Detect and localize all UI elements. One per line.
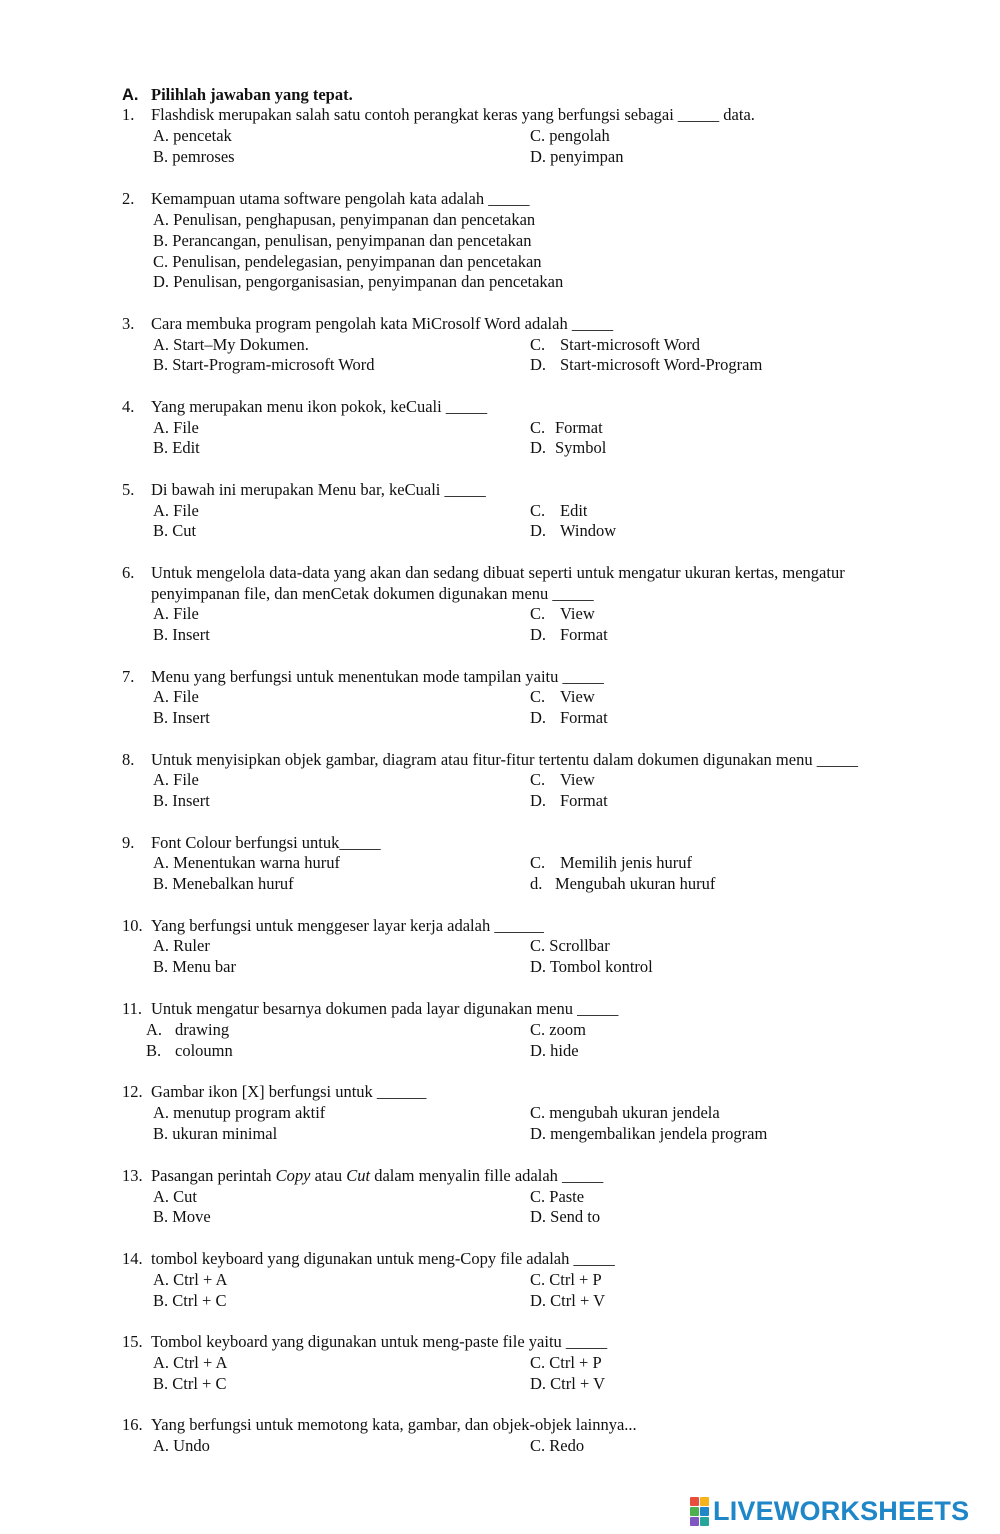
question-number: 14. — [122, 1249, 143, 1268]
option-c[interactable]: C. View — [530, 687, 595, 706]
question-number: 13. — [122, 1166, 143, 1185]
question-number: 3. — [122, 314, 135, 333]
option-b[interactable]: B. Menebalkan huruf — [153, 874, 294, 893]
option-b[interactable]: B. Perancangan, penulisan, penyimpanan dan pencetakan — [153, 231, 532, 250]
question-number: 11. — [122, 999, 143, 1018]
question-text: Di bawah ini merupakan Menu bar, keCuali _____ — [151, 480, 486, 499]
question-number: 1. — [122, 105, 135, 124]
question-number: 10. — [122, 916, 143, 935]
question-text: Yang berfungsi untuk menggeser layar kerja adalah ______ — [151, 916, 544, 935]
question-text: Kemampuan utama software pengolah kata adalah _____ — [151, 189, 530, 208]
liveworksheets-logo[interactable] — [690, 1496, 969, 1526]
option-a[interactable]: A. Menentukan warna huruf — [153, 853, 340, 872]
option-d[interactable]: d. Mengubah ukuran huruf — [530, 874, 716, 893]
option-a[interactable]: A. File — [153, 687, 199, 706]
question-number: 16. — [122, 1415, 143, 1434]
option-b[interactable]: B. Insert — [153, 791, 210, 810]
option-d[interactable]: D. Ctrl + V — [530, 1291, 606, 1310]
option-c[interactable]: C. Ctrl + P — [530, 1353, 602, 1372]
section-heading — [122, 84, 353, 106]
option-d[interactable]: D. Format — [530, 791, 608, 810]
logo-square — [690, 1517, 699, 1526]
option-c[interactable]: C. pengolah — [530, 126, 610, 145]
option-d[interactable]: D. Send to — [530, 1207, 601, 1226]
option-b[interactable]: B. Insert — [153, 708, 210, 727]
question-text: Yang merupakan menu ikon pokok, keCuali _____ — [151, 397, 488, 416]
option-a[interactable]: A. File — [153, 418, 199, 437]
option-b[interactable]: B. coloumn — [146, 1041, 233, 1060]
option-c[interactable]: C. Scrollbar — [530, 936, 610, 955]
option-b[interactable]: B. Menu bar — [153, 957, 236, 976]
option-c[interactable]: C. Redo — [530, 1436, 585, 1455]
logo-square — [700, 1497, 709, 1506]
option-d[interactable]: D. Format — [530, 708, 608, 727]
section-title: Pilihlah jawaban yang tepat. — [151, 85, 353, 104]
section-letter: A. — [122, 86, 139, 104]
question-text: Font Colour berfungsi untuk_____ — [151, 833, 381, 852]
logo-square — [690, 1507, 699, 1516]
option-d[interactable]: D. Window — [530, 521, 617, 540]
question-number: 9. — [122, 833, 135, 852]
option-b[interactable]: B. Edit — [153, 438, 200, 457]
option-a[interactable]: A. File — [153, 501, 199, 520]
option-d[interactable]: D. Start-microsoft Word-Program — [530, 355, 763, 374]
option-c[interactable]: C. Penulisan, pendelegasian, penyimpanan dan pencetakan — [153, 252, 542, 271]
option-b[interactable]: B. Ctrl + C — [153, 1291, 227, 1310]
question-text: Flashdisk merupakan salah satu contoh perangkat keras yang berfungsi sebagai _____ data. — [151, 105, 755, 124]
question-number: 15. — [122, 1332, 143, 1351]
option-d[interactable]: D. hide — [530, 1041, 579, 1060]
option-b[interactable]: B. Move — [153, 1207, 211, 1226]
option-c[interactable]: C. Start-microsoft Word — [530, 335, 700, 354]
option-c[interactable]: C. Paste — [530, 1187, 585, 1206]
question-text: Tombol keyboard yang digunakan untuk meng-paste file yaitu _____ — [151, 1332, 608, 1351]
liveworksheets-logo-icon — [690, 1497, 709, 1526]
option-a[interactable]: A. Cut — [153, 1187, 198, 1206]
question-text: Untuk mengatur besarnya dokumen pada layar digunakan menu _____ — [151, 999, 619, 1018]
option-a[interactable]: A. Ctrl + A — [153, 1353, 228, 1372]
option-c[interactable]: C. Format — [530, 418, 603, 437]
logo-square — [700, 1507, 709, 1516]
question-text: Gambar ikon [X] berfungsi untuk ______ — [151, 1082, 427, 1101]
question-text: Cara membuka program pengolah kata MiCrosolf Word adalah _____ — [151, 314, 614, 333]
option-d[interactable]: D. Tombol kontrol — [530, 957, 653, 976]
question-text-continued: penyimpanan file, dan menCetak dokumen digunakan menu _____ — [151, 584, 594, 603]
option-d[interactable]: D. Format — [530, 625, 608, 644]
option-c[interactable]: C. View — [530, 604, 595, 623]
option-c[interactable]: C. zoom — [530, 1020, 586, 1039]
option-b[interactable]: B. Cut — [153, 521, 197, 540]
option-a[interactable]: A. drawing — [146, 1020, 230, 1039]
question-number: 7. — [122, 667, 135, 686]
option-c[interactable]: C. View — [530, 770, 595, 789]
question-number: 5. — [122, 480, 135, 499]
option-d[interactable]: D. Ctrl + V — [530, 1374, 606, 1393]
option-d[interactable]: D. Penulisan, pengorganisasian, penyimpanan dan pencetakan — [153, 272, 564, 291]
option-d[interactable]: D. penyimpan — [530, 147, 624, 166]
question-number: 6. — [122, 563, 135, 582]
question-number: 8. — [122, 750, 135, 769]
option-c[interactable]: C. Edit — [530, 501, 588, 520]
logo-square — [700, 1517, 709, 1526]
question-text: tombol keyboard yang digunakan untuk meng-Copy file adalah _____ — [151, 1249, 615, 1268]
question-text: Yang berfungsi untuk memotong kata, gambar, dan objek-objek lainnya... — [151, 1415, 637, 1434]
question-text: Menu yang berfungsi untuk menentukan mode tampilan yaitu _____ — [151, 667, 604, 686]
option-b[interactable]: B. pemroses — [153, 147, 235, 166]
option-d[interactable]: D. mengembalikan jendela program — [530, 1124, 768, 1143]
option-b[interactable]: B. Start-Program-microsoft Word — [153, 355, 375, 374]
brand-name: LIVEWORKSHEETS — [713, 1495, 970, 1526]
option-b[interactable]: B. Ctrl + C — [153, 1374, 227, 1393]
question-text: Untuk menyisipkan objek gambar, diagram atau fitur-fitur tertentu dalam dokumen digunakan menu _____ — [151, 750, 858, 769]
option-a[interactable]: A. Penulisan, penghapusan, penyimpanan dan pencetakan — [153, 210, 536, 229]
logo-square — [690, 1497, 699, 1506]
question-number: 12. — [122, 1082, 143, 1101]
option-a[interactable]: A. pencetak — [153, 126, 232, 145]
option-a[interactable]: A. File — [153, 770, 199, 789]
option-c[interactable]: C. mengubah ukuran jendela — [530, 1103, 720, 1122]
option-c[interactable]: C. Ctrl + P — [530, 1270, 602, 1289]
question-text: Untuk mengelola data-data yang akan dan sedang dibuat seperti untuk mengatur ukuran kertas, mengatur — [151, 563, 845, 582]
question-number: 4. — [122, 397, 135, 416]
option-a[interactable]: A. Ruler — [153, 936, 210, 955]
question-number: 2. — [122, 189, 135, 208]
option-a[interactable]: A. Undo — [153, 1436, 210, 1455]
question-text: Pasangan perintah Copy atau Cut dalam menyalin fille adalah _____ — [151, 1166, 604, 1185]
option-b[interactable]: B. Insert — [153, 625, 210, 644]
option-a[interactable]: A. File — [153, 604, 199, 623]
option-c[interactable]: C. Memilih jenis huruf — [530, 853, 692, 872]
option-b[interactable]: B. ukuran minimal — [153, 1124, 278, 1143]
option-d[interactable]: D. Symbol — [530, 438, 607, 457]
option-a[interactable]: A. Start–My Dokumen. — [153, 335, 309, 354]
option-a[interactable]: A. menutup program aktif — [153, 1103, 326, 1122]
option-a[interactable]: A. Ctrl + A — [153, 1270, 228, 1289]
